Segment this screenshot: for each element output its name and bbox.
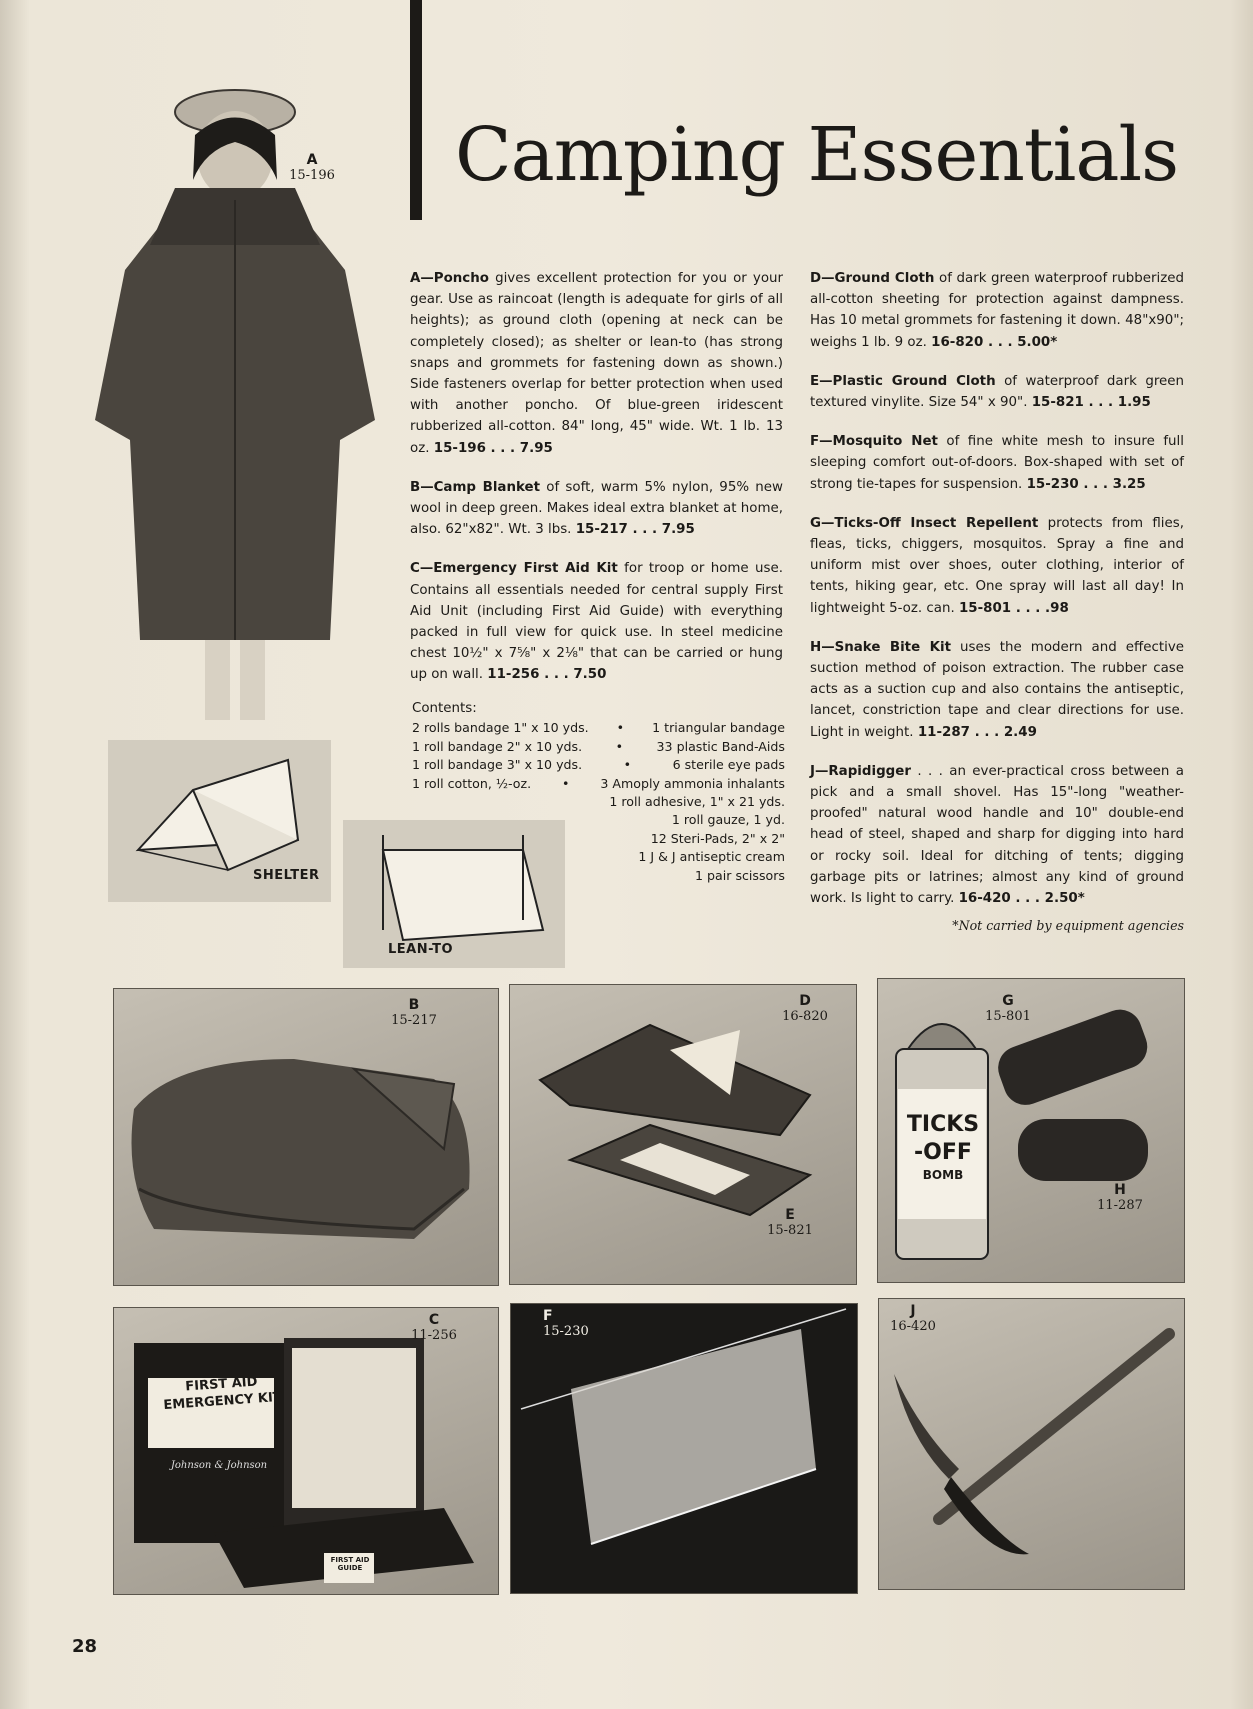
shelter-label: SHELTER	[253, 868, 320, 883]
first-aid-contents	[412, 700, 785, 885]
can-text-ticks: TICKS	[906, 1112, 980, 1137]
item-f-description: F—Mosquito Net of fine white mesh to insure full sleeping comfort out-of-doors. Box-shaped with set of strong tie-tapes for suspension. 15-230 . . . 3.25	[810, 434, 1184, 492]
kit-brand: Johnson & Johnson	[170, 1460, 268, 1471]
contents-item-right: 1 pair scissors	[695, 867, 785, 883]
mosquito-net-photo	[510, 1303, 858, 1594]
poncho-label	[282, 152, 342, 184]
page-title: Camping Essentials	[455, 112, 1179, 198]
contents-title: Contents:	[412, 701, 477, 716]
first-aid-kit-photo	[113, 1307, 499, 1595]
rapidigger-label	[883, 1303, 943, 1335]
mosquito-net-drawing	[511, 1304, 857, 1593]
blanket-letter: B	[408, 997, 420, 1013]
can-text-bomb: BOMB	[922, 1168, 964, 1182]
ground-cloth-letter-e: E	[785, 1207, 795, 1223]
bullet-icon: •	[616, 720, 625, 736]
contents-item-right: 1 triangular bandage	[652, 720, 785, 736]
first-aid-kit-code: 11-256	[411, 1328, 457, 1343]
poncho-letter: A	[306, 152, 318, 168]
right-text-column	[810, 268, 1184, 936]
shelter-sketch	[108, 740, 331, 902]
mosquito-net-code: 15-230	[543, 1324, 589, 1339]
repellent-code: 15-801	[985, 1009, 1031, 1024]
contents-row	[412, 738, 785, 756]
snakebite-letter: H	[1114, 1182, 1126, 1198]
contents-item-right: 33 plastic Band-Aids	[656, 738, 785, 754]
page-number: 28	[72, 1636, 98, 1657]
can-text-off: -OFF	[914, 1140, 972, 1165]
contents-item-left: 1 roll cotton, ½-oz.	[412, 775, 532, 791]
ground-cloth-drawing	[510, 985, 856, 1284]
first-aid-kit-letter: C	[428, 1312, 440, 1328]
contents-item-right: 1 roll adhesive, 1" x 21 yds.	[609, 794, 785, 810]
contents-item-right: 1 J & J antiseptic cream	[638, 849, 785, 865]
blanket-drawing	[114, 989, 498, 1285]
snakebite-label	[1090, 1182, 1150, 1214]
item-j-description: J—Rapidigger . . . an ever-practical cross between a pick and a small shovel. Has 15"-long "weather-proofed" natural wood handle and 10" double-end head of steel, shaped and sharp for digging into hard or rocky soil. Ideal for ditching of tents; digging garbage pits or latrines; almost any kind of ground work. Is light to carry. 16-420 . . . 2.50*	[810, 763, 1184, 907]
contents-item-right: 6 sterile eye pads	[672, 757, 785, 773]
bullet-icon: •	[615, 738, 624, 754]
contents-row	[412, 719, 785, 737]
rapidigger-code: 16-420	[890, 1319, 936, 1334]
first-aid-kit-drawing	[114, 1308, 498, 1594]
snakebite-code: 11-287	[1097, 1198, 1143, 1213]
ground-cloth-label-d	[775, 993, 835, 1025]
contents-row	[412, 775, 785, 793]
mosquito-net-label	[543, 1308, 603, 1340]
item-h-description: H—Snake Bite Kit uses the modern and effective suction method of poison extraction. The rubber case acts as a suction cup and also contains the antiseptic, lancet, constriction tape and clear directions for use. Light in weight. 11-287 . . . 2.49	[810, 639, 1184, 740]
mosquito-net-letter: F	[543, 1308, 553, 1324]
blanket-code: 15-217	[391, 1013, 437, 1028]
ground-cloth-code-e: 15-821	[767, 1223, 813, 1238]
item-b-description: B—Camp Blanket of soft, warm 5% nylon, 95% new wool in deep green. Makes ideal extra blanket at home, also. 62"x82". Wt. 3 lbs. 15-217 . . . 7.95	[410, 479, 783, 538]
lean-to-label: LEAN-TO	[388, 942, 454, 957]
contents-list	[412, 719, 785, 885]
title-rule	[410, 0, 422, 220]
contents-item-right: 12 Steri-Pads, 2" x 2"	[650, 830, 785, 846]
ground-cloth-label-e	[760, 1207, 820, 1239]
bullet-icon: •	[623, 757, 632, 773]
contents-item-left: 1 roll bandage 3" x 10 yds.	[412, 757, 583, 773]
rapidigger-photo	[878, 1298, 1185, 1590]
can-label	[900, 1111, 986, 1183]
blanket-label	[384, 997, 444, 1029]
ground-cloth-letter-d: D	[799, 993, 811, 1009]
contents-item-right: 1 roll gauze, 1 yd.	[671, 812, 785, 828]
blanket-photo	[113, 988, 499, 1286]
contents-row	[412, 756, 785, 774]
contents-item-left: 2 rolls bandage 1" x 10 yds.	[412, 720, 589, 736]
left-text-column	[410, 268, 783, 704]
rapidigger-letter: J	[910, 1303, 916, 1319]
repellent-label	[978, 993, 1038, 1025]
contents-item-right: 3 Amoply ammonia inhalants	[600, 775, 785, 791]
item-e-description: E—Plastic Ground Cloth of waterproof dark green textured vinylite. Size 54" x 90". 15-821 . . . 1.95	[810, 373, 1184, 411]
bullet-icon: •	[562, 775, 570, 791]
item-a-description: A—Poncho gives excellent protection for you or your gear. Use as raincoat (length is adequate for girls of all heights); as ground cloth (opening at neck can be completely closed); as shelter or lean-to (has strong snaps and grommets for fastening down as shown.) Side fasteners overlap for better protection when used with another poncho. Of blue-green iridescent rubberized all-cotton. 84" long, 45" wide. Wt. 1 lb. 13 oz. 15-196 . . . 7.95	[410, 271, 783, 456]
agency-footnote: *Not carried by equipment agencies	[952, 918, 1184, 934]
contents-item-left: 1 roll bandage 2" x 10 yds.	[412, 738, 583, 754]
item-g-description: G—Ticks-Off Insect Repellent protects from flies, fleas, ticks, chiggers, mosquitos. Spray a fine and uniform mist over shoes, outer clothing, interior of tents, hiking gear, etc. One spray will last all day! In lightweight 5-oz. can. 15-801 . . . .98	[810, 515, 1184, 616]
repellent-and-snakebite-photo	[877, 978, 1185, 1283]
poncho-code: 15-196	[289, 168, 335, 183]
kit-guide: FIRST AID GUIDE	[330, 1556, 370, 1572]
item-c-description: C—Emergency First Aid Kit for troop or home use. Contains all essentials needed for central supply First Aid Unit (including First Aid Guide) with everything packed in full view for quick use. In steel medicine chest 10½" x 7⅝" x 2⅛" that can be carried or hung up on wall. 11-256 . . . 7.50	[410, 561, 783, 683]
rapidigger-drawing	[879, 1299, 1184, 1589]
kit-lid-text: FIRST AID EMERGENCY KIT	[163, 1374, 283, 1414]
ground-cloth-code-d: 16-820	[782, 1009, 828, 1024]
ground-cloth-photo	[509, 984, 857, 1285]
item-d-description: D—Ground Cloth of dark green waterproof rubberized all-cotton sheeting for protection against dampness. Has 10 metal grommets for fastening it down. 48"x90"; weighs 1 lb. 9 oz. 16-820 . . . 5.00*	[810, 271, 1184, 350]
first-aid-kit-label	[404, 1312, 464, 1344]
repellent-letter: G	[1002, 993, 1014, 1009]
